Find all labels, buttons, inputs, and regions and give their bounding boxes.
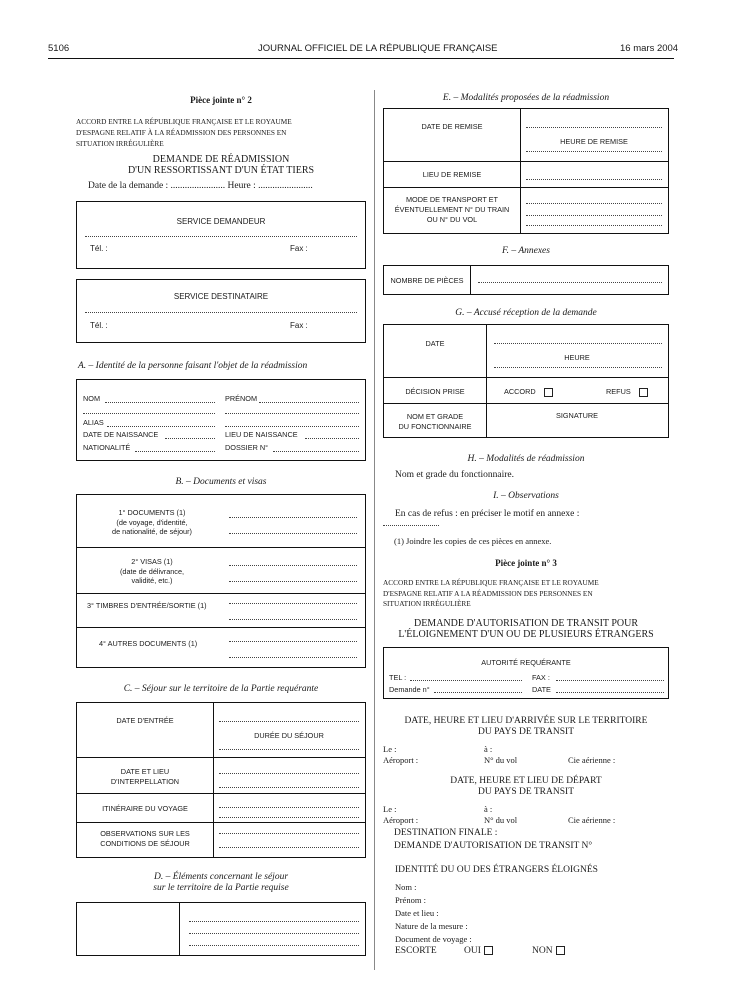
itineraire-label: ITINÉRAIRE DU VOYAGE [102, 804, 188, 813]
accord-checkbox[interactable]: ACCORD [504, 387, 553, 397]
nom-grade-label: NOM ET GRADE DU FONCTIONNAIRE [398, 412, 472, 431]
observations-label: OBSERVATIONS SUR LES CONDITIONS DE SÉJOUR [100, 829, 190, 848]
refus-checkbox[interactable]: REFUS [606, 387, 648, 397]
g-heure-label: HEURE [564, 353, 590, 362]
tel-label: Tél. : [90, 244, 108, 253]
depart-vol: N° du vol [484, 815, 518, 825]
nationalite-label: NATIONALITÉ [83, 443, 131, 452]
piece-jointe-3-title: Pièce jointe n° 3 [495, 558, 557, 568]
modalites-box [383, 108, 669, 234]
dossier-label: DOSSIER N° [225, 443, 269, 452]
signature-label: SIGNATURE [555, 411, 599, 420]
escorte-oui-checkbox[interactable]: OUI [464, 946, 493, 956]
documents-box [76, 494, 366, 668]
decision-prise-label: DÉCISION PRISE [405, 387, 465, 396]
fax-label: Fax : [290, 244, 308, 253]
piece-jointe-2-title: Pièce jointe n° 2 [190, 95, 252, 105]
lieu-interpellation-label: DATE ET LIEU D'INTERPELLATION [110, 767, 180, 786]
demande-autorisation: DEMANDE D'AUTORISATION DE TRANSIT N° [394, 841, 593, 851]
demande-title: DEMANDE DE RÉADMISSION D'UN RESSORTISSANT D'UN ÉTAT TIERS [127, 154, 315, 176]
alias-label: ALIAS [83, 418, 104, 427]
autorite-label: AUTORITÉ REQUÉRANTE [481, 658, 571, 667]
sejour-box [76, 702, 366, 858]
g-date-label: DATE [425, 339, 445, 348]
demande-transit-title: DEMANDE D'AUTORISATION DE TRANSIT POUR L'ÉLOIGNEMENT D'UN OU DE PLUSIEURS ÉTRANGERS [398, 618, 654, 640]
heure-remise-label: HEURE DE REMISE [560, 137, 628, 146]
arrivee-cie: Cie aérienne : [568, 755, 616, 765]
date-naissance-label: DATE DE NAISSANCE [83, 430, 159, 439]
depart-a: à : [484, 804, 493, 814]
header-rule [48, 58, 674, 59]
depart-title: DATE, HEURE ET LIEU DE DÉPART DU PAYS DE TRANSIT [450, 776, 602, 797]
nombre-pieces-label: NOMBRE DE PIÈCES [390, 276, 464, 285]
mode-transport-label: MODE DE TRANSPORT ET ÉVENTUELLEMENT N° DU TRAIN OU N° DU VOL [394, 195, 510, 224]
arrivee-le: Le : [383, 744, 397, 754]
escorte-label: ESCORTE [395, 946, 437, 956]
destination-finale: DESTINATION FINALE : [394, 828, 498, 838]
identite-box [76, 379, 366, 461]
service-demandeur-box [76, 201, 366, 269]
service-demandeur-label: SERVICE DEMANDEUR [176, 217, 266, 226]
documents-label: 1° DOCUMENTS (1) (de voyage, d'identité, de nationalité, de séjour) [112, 508, 192, 536]
prenom-label: PRÉNOM [225, 394, 258, 403]
date-label: DATE [532, 685, 551, 694]
duree-sejour-label: DURÉE DU SÉJOUR [254, 731, 324, 740]
depart-cie: Cie aérienne : [568, 815, 616, 825]
service-destinataire-label: SERVICE DESTINATAIRE [173, 292, 269, 301]
footnote: (1) Joindre les copies de ces pièces en annexe. [394, 536, 552, 546]
journal-date: 16 mars 2004 [620, 43, 679, 54]
page-number: 5106 [48, 43, 70, 54]
annexes-box [383, 265, 669, 295]
lieu-naissance-label: LIEU DE NAISSANCE [225, 430, 298, 439]
service-destinataire-box [76, 279, 366, 343]
visas-label: 2° VISAS (1) (date de délivrance, validité, etc.) [119, 557, 185, 585]
identite-title: IDENTITÉ DU OU DES ÉTRANGERS ÉLOIGNÉS [395, 865, 598, 875]
autorite-box [383, 647, 669, 699]
section-c-title: C. – Séjour sur le territoire de la Partie requérante [123, 684, 319, 694]
fax-label: Fax : [290, 321, 308, 330]
section-g-title: G. – Accusé réception de la demande [455, 308, 597, 318]
section-i-text: En cas de refus : en préciser le motif en annexe : [395, 509, 580, 519]
section-h-title: H. – Modalités de réadmission [467, 454, 585, 464]
section-b-title: B. – Documents et visas [175, 477, 267, 487]
escorte-non-checkbox[interactable]: NON [532, 946, 565, 956]
accuse-box [383, 324, 669, 438]
fax-label: FAX : [532, 673, 550, 682]
accord-text: ACCORD ENTRE LA RÉPUBLIQUE FRANÇAISE ET LE ROYAUME D'ESPAGNE RELATIF À LA RÉADMISSION DES PERSONNES EN SITUATION IRRÉGULIÈRE [76, 117, 292, 148]
section-e-title: E. – Modalités proposées de la réadmission [442, 93, 610, 103]
depart-le: Le : [383, 804, 397, 814]
section-i-title: I. – Observations [493, 491, 559, 501]
column-divider [374, 90, 375, 970]
arrivee-a: à : [484, 744, 493, 754]
depart-aeroport: Aéroport : [383, 815, 419, 825]
section-a-title: A. – Identité de la personne faisant l'objet de la réadmission [78, 361, 308, 371]
autres-documents-label: 4° AUTRES DOCUMENTS (1) [99, 639, 198, 648]
date-demande-line: Date de la demande : ....................... Heure : ....................... [88, 181, 313, 191]
lieu-remise-label: LIEU DE REMISE [422, 170, 482, 179]
section-h-text: Nom et grade du fonctionnaire. [395, 470, 514, 480]
tel-label: TEL : [389, 673, 407, 682]
nom-label: NOM [83, 394, 101, 403]
date-entree-label: DATE D'ENTRÉE [116, 716, 174, 725]
arrivee-aeroport: Aéroport : [383, 755, 419, 765]
demande-no-label: Demande n° [389, 685, 430, 694]
arrivee-title: DATE, HEURE ET LIEU D'ARRIVÉE SUR LE TERRITOIRE DU PAYS DE TRANSIT [404, 716, 648, 737]
accord3-text: ACCORD ENTRE LA RÉPUBLIQUE FRANÇAISE ET LE ROYAUME D'ESPAGNE RELATIF A LA RÉADMISSION DES PERSONNES EN SITUATION IRRÉGULIÈRE [383, 578, 599, 608]
identite-fields: Nom : Prénom : Date et lieu : Nature de la mesure : Document de voyage : [395, 882, 472, 944]
date-remise-label: DATE DE REMISE [421, 122, 483, 131]
sejour-requise-box [76, 902, 366, 956]
journal-title: JOURNAL OFFICIEL DE LA RÉPUBLIQUE FRANÇAISE [258, 43, 498, 54]
timbres-label: 3° TIMBRES D'ENTRÉE/SORTIE (1) [87, 601, 207, 610]
section-d-title: D. – Éléments concernant le séjour sur le territoire de la Partie requise [153, 872, 289, 893]
arrivee-vol: N° du vol [484, 755, 518, 765]
tel-label: Tél. : [90, 321, 108, 330]
section-f-title: F. – Annexes [502, 246, 550, 256]
